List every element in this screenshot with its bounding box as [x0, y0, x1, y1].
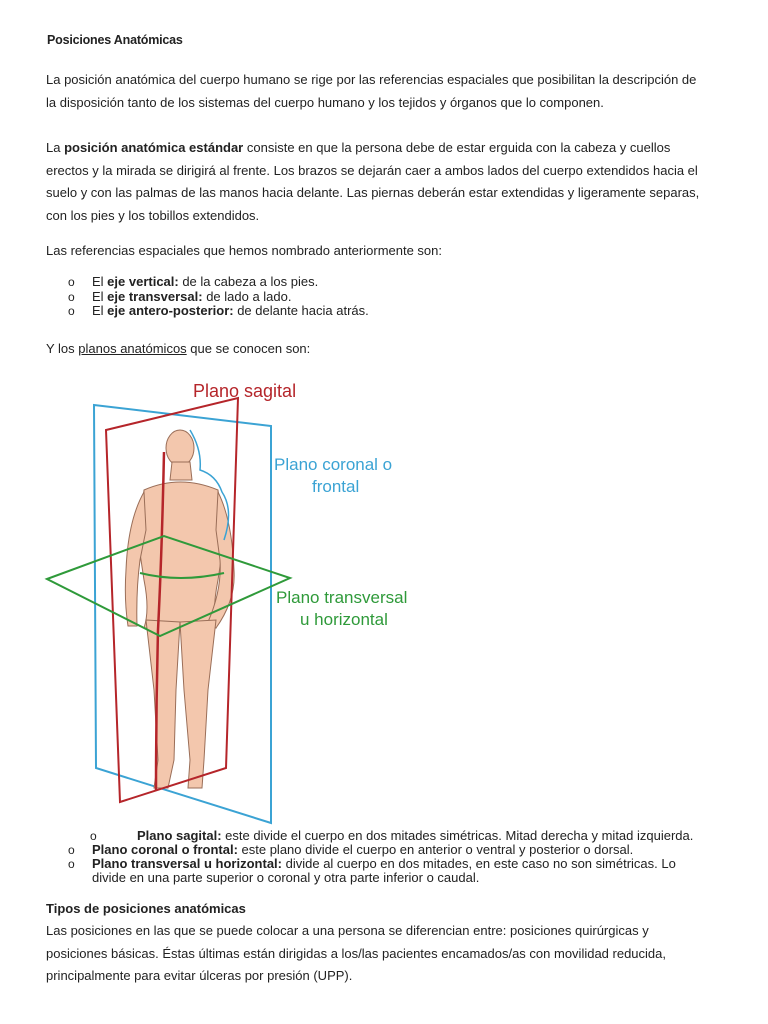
- neck-shape: [170, 462, 192, 480]
- bullet-icon: o: [90, 829, 97, 843]
- list-item: o El eje antero-posterior: de delante hacia atrás.: [68, 303, 369, 318]
- anatomical-planes-figure: [40, 370, 460, 830]
- standard-post: consiste en que la persona debe de estar erguida con la cabeza y cuellos erectos y la mirada se dirigirá al frente. Los brazos se dejarán caer a ambos lados del cuerpo extendidos hacia el suelo y con las palmas de las manos hacia delante. Las piernas deberán estar extendidas y ligeramente separas, con los pies y los tobillos extendidos.: [46, 140, 700, 223]
- standard-pre: La: [46, 140, 65, 155]
- standard-bold: posición anatómica estándar: [64, 140, 244, 155]
- bullet-icon: o: [68, 857, 75, 871]
- left-leg-shape: [146, 620, 180, 788]
- bullet-icon: o: [68, 843, 75, 857]
- list-item: o Plano sagital: este divide el cuerpo en dos mitades simétricas. Mitad derecha y mitad izquierda.: [90, 828, 694, 843]
- bullet-icon: o: [68, 275, 75, 289]
- types-paragraph: Las posiciones en las que se puede colocar a una persona se diferencian entre: posiciones quirúrgicas y posiciones básicas. Éstas últimas están dirigidas a los/las pacientes encamados/as con movilidad reducida, principalmente para evitar úlceras por presión (UPP).: [46, 923, 666, 983]
- planes-intro: Y los planos anatómicos que se conocen son:: [46, 341, 311, 356]
- planes-list: [68, 829, 708, 885]
- planos-anatomicos-link[interactable]: planos anatómicos: [78, 341, 187, 356]
- label-sagital: Plano sagital: [193, 381, 297, 401]
- label-transversal-2: u horizontal: [300, 610, 388, 629]
- references-intro: Las referencias espaciales que hemos nombrado anteriormente son:: [46, 243, 443, 258]
- label-coronal-1: Plano coronal o: [274, 455, 393, 474]
- bullet-icon: o: [68, 304, 75, 318]
- label-transversal-1: Plano transversal: [276, 588, 408, 607]
- types-heading: Tipos de posiciones anatómicas: [46, 901, 246, 916]
- intro-paragraph: La posición anatómica del cuerpo humano se rige por las referencias espaciales que posibilitan la descripción de la disposición tanto de los sistemas del cuerpo humano y los tejidos y órganos que lo componen.: [46, 72, 697, 110]
- list-item: o Plano coronal o frontal: este plano divide el cuerpo en anterior o ventral y posterior o dorsal.: [68, 842, 634, 857]
- page-title: Posiciones Anatómicas: [47, 33, 183, 47]
- standard-position-paragraph: [46, 137, 706, 227]
- label-coronal-2: frontal: [312, 477, 360, 496]
- head-shape: [166, 430, 194, 466]
- right-leg-shape: [180, 620, 216, 788]
- axes-list: [68, 275, 369, 319]
- list-item: o Plano transversal u horizontal: divide al cuerpo en dos mitades, en este caso no son simétricas. Lo divide en una parte superior o coronal y otra parte inferior o caudal.: [68, 856, 676, 885]
- torso-shape: [138, 482, 224, 628]
- list-item: o El eje vertical: de la cabeza a los pies.: [68, 274, 319, 289]
- list-item: o El eje transversal: de lado a lado.: [68, 288, 292, 304]
- bullet-icon: o: [68, 289, 75, 304]
